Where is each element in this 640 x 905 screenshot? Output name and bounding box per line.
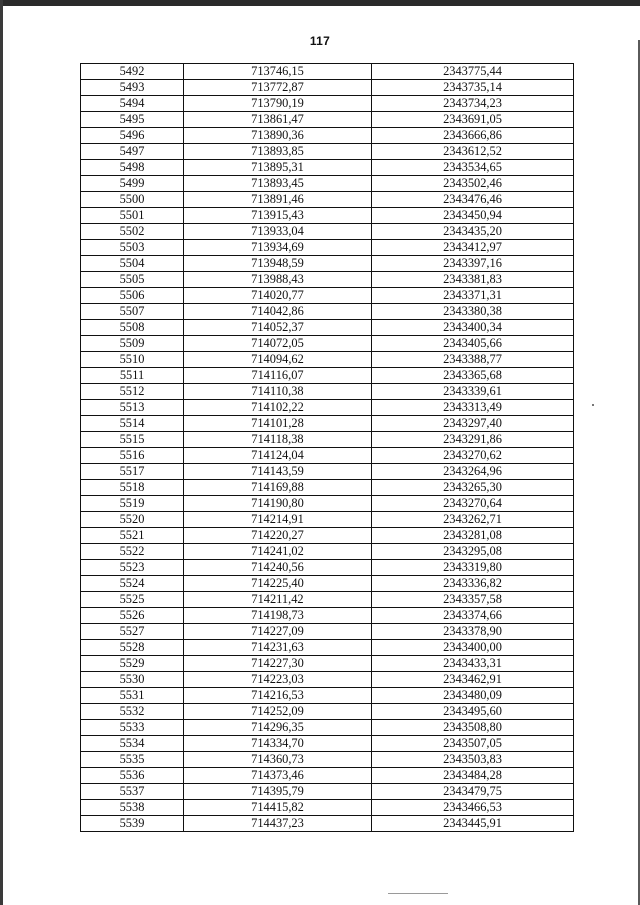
table-row [81,192,574,208]
y-coordinate-cell: 2343297,40 [372,416,574,432]
point-number-cell: 5526 [81,608,184,624]
table-row [81,80,574,96]
y-coordinate-cell: 2343336,82 [372,576,574,592]
x-coordinate-cell: 714143,59 [184,464,372,480]
x-coordinate-cell: 714373,46 [184,768,372,784]
x-coordinate-cell: 714118,38 [184,432,372,448]
point-number-cell: 5533 [81,720,184,736]
table-row [81,640,574,656]
y-coordinate-cell: 2343295,08 [372,544,574,560]
table-row [81,224,574,240]
x-coordinate-cell: 713790,19 [184,96,372,112]
point-number-cell: 5499 [81,176,184,192]
point-number-cell: 5501 [81,208,184,224]
table-row [81,240,574,256]
table-row [81,720,574,736]
y-coordinate-cell: 2343400,34 [372,320,574,336]
point-number-cell: 5502 [81,224,184,240]
x-coordinate-cell: 714240,56 [184,560,372,576]
y-coordinate-cell: 2343371,31 [372,288,574,304]
x-coordinate-cell: 714190,80 [184,496,372,512]
x-coordinate-cell: 714124,04 [184,448,372,464]
point-number-cell: 5524 [81,576,184,592]
point-number-cell: 5496 [81,128,184,144]
table-row [81,544,574,560]
table-row [81,256,574,272]
point-number-cell: 5529 [81,656,184,672]
point-number-cell: 5510 [81,352,184,368]
table-row [81,416,574,432]
table-row [81,144,574,160]
point-number-cell: 5537 [81,784,184,800]
point-number-cell: 5522 [81,544,184,560]
x-coordinate-cell: 714334,70 [184,736,372,752]
x-coordinate-cell: 714360,73 [184,752,372,768]
scan-bottom-mark [388,893,448,894]
point-number-cell: 5519 [81,496,184,512]
point-number-cell: 5503 [81,240,184,256]
point-number-cell: 5516 [81,448,184,464]
table-row [81,288,574,304]
y-coordinate-cell: 2343445,91 [372,816,574,832]
y-coordinate-cell: 2343397,16 [372,256,574,272]
coordinates-table [80,63,574,832]
table-row [81,464,574,480]
x-coordinate-cell: 714020,77 [184,288,372,304]
point-number-cell: 5504 [81,256,184,272]
point-number-cell: 5535 [81,752,184,768]
table-row [81,608,574,624]
y-coordinate-cell: 2343734,23 [372,96,574,112]
point-number-cell: 5511 [81,368,184,384]
x-coordinate-cell: 714214,91 [184,512,372,528]
y-coordinate-cell: 2343270,62 [372,448,574,464]
x-coordinate-cell: 714223,03 [184,672,372,688]
table-row [81,656,574,672]
table-row [81,96,574,112]
table-row [81,768,574,784]
page-number: 117 [309,34,331,48]
y-coordinate-cell: 2343433,31 [372,656,574,672]
x-coordinate-cell: 714220,27 [184,528,372,544]
x-coordinate-cell: 713893,45 [184,176,372,192]
y-coordinate-cell: 2343378,90 [372,624,574,640]
y-coordinate-cell: 2343339,61 [372,384,574,400]
y-coordinate-cell: 2343508,80 [372,720,574,736]
y-coordinate-cell: 2343313,49 [372,400,574,416]
table-row [81,128,574,144]
table-row [81,800,574,816]
table-row [81,448,574,464]
x-coordinate-cell: 714252,09 [184,704,372,720]
y-coordinate-cell: 2343264,96 [372,464,574,480]
x-coordinate-cell: 714211,42 [184,592,372,608]
y-coordinate-cell: 2343281,08 [372,528,574,544]
y-coordinate-cell: 2343502,46 [372,176,574,192]
x-coordinate-cell: 713934,69 [184,240,372,256]
x-coordinate-cell: 713891,46 [184,192,372,208]
point-number-cell: 5534 [81,736,184,752]
point-number-cell: 5520 [81,512,184,528]
y-coordinate-cell: 2343466,53 [372,800,574,816]
x-coordinate-cell: 714198,73 [184,608,372,624]
point-number-cell: 5521 [81,528,184,544]
point-number-cell: 5509 [81,336,184,352]
y-coordinate-cell: 2343381,83 [372,272,574,288]
x-coordinate-cell: 713948,59 [184,256,372,272]
point-number-cell: 5512 [81,384,184,400]
y-coordinate-cell: 2343265,30 [372,480,574,496]
y-coordinate-cell: 2343495,60 [372,704,574,720]
point-number-cell: 5538 [81,800,184,816]
table-row [81,352,574,368]
y-coordinate-cell: 2343374,66 [372,608,574,624]
x-coordinate-cell: 713890,36 [184,128,372,144]
y-coordinate-cell: 2343270,64 [372,496,574,512]
x-coordinate-cell: 714042,86 [184,304,372,320]
y-coordinate-cell: 2343534,65 [372,160,574,176]
x-coordinate-cell: 714116,07 [184,368,372,384]
table-row [81,160,574,176]
point-number-cell: 5527 [81,624,184,640]
table-row [81,736,574,752]
table-row [81,784,574,800]
x-coordinate-cell: 714241,02 [184,544,372,560]
x-coordinate-cell: 714094,62 [184,352,372,368]
point-number-cell: 5513 [81,400,184,416]
y-coordinate-cell: 2343480,09 [372,688,574,704]
table-row [81,304,574,320]
x-coordinate-cell: 714110,38 [184,384,372,400]
x-coordinate-cell: 713746,15 [184,64,372,80]
table-row [81,432,574,448]
table-row [81,64,574,80]
point-number-cell: 5525 [81,592,184,608]
point-number-cell: 5495 [81,112,184,128]
x-coordinate-cell: 714216,53 [184,688,372,704]
point-number-cell: 5530 [81,672,184,688]
y-coordinate-cell: 2343412,97 [372,240,574,256]
point-number-cell: 5528 [81,640,184,656]
x-coordinate-cell: 714225,40 [184,576,372,592]
y-coordinate-cell: 2343319,80 [372,560,574,576]
point-number-cell: 5517 [81,464,184,480]
x-coordinate-cell: 714169,88 [184,480,372,496]
point-number-cell: 5494 [81,96,184,112]
x-coordinate-cell: 714052,37 [184,320,372,336]
y-coordinate-cell: 2343291,86 [372,432,574,448]
table-row [81,336,574,352]
x-coordinate-cell: 714231,63 [184,640,372,656]
table-row [81,272,574,288]
point-number-cell: 5518 [81,480,184,496]
point-number-cell: 5531 [81,688,184,704]
y-coordinate-cell: 2343450,94 [372,208,574,224]
point-number-cell: 5515 [81,432,184,448]
table-row [81,704,574,720]
point-number-cell: 5506 [81,288,184,304]
table-row [81,320,574,336]
table-row [81,624,574,640]
x-coordinate-cell: 714395,79 [184,784,372,800]
point-number-cell: 5508 [81,320,184,336]
point-number-cell: 5523 [81,560,184,576]
y-coordinate-cell: 2343503,83 [372,752,574,768]
x-coordinate-cell: 713893,85 [184,144,372,160]
y-coordinate-cell: 2343691,05 [372,112,574,128]
y-coordinate-cell: 2343380,38 [372,304,574,320]
x-coordinate-cell: 714102,22 [184,400,372,416]
table-row [81,592,574,608]
point-number-cell: 5497 [81,144,184,160]
x-coordinate-cell: 713895,31 [184,160,372,176]
table-row [81,480,574,496]
x-coordinate-cell: 713933,04 [184,224,372,240]
y-coordinate-cell: 2343365,68 [372,368,574,384]
x-coordinate-cell: 714101,28 [184,416,372,432]
point-number-cell: 5498 [81,160,184,176]
y-coordinate-cell: 2343357,58 [372,592,574,608]
x-coordinate-cell: 714296,35 [184,720,372,736]
table-row [81,384,574,400]
table-row [81,672,574,688]
coordinates-table-body [81,64,574,832]
scan-speck [592,404,594,406]
table-row [81,560,574,576]
table-row [81,368,574,384]
x-coordinate-cell: 714415,82 [184,800,372,816]
x-coordinate-cell: 714227,30 [184,656,372,672]
point-number-cell: 5514 [81,416,184,432]
point-number-cell: 5505 [81,272,184,288]
table-row [81,816,574,832]
scan-top-border [0,0,640,6]
x-coordinate-cell: 714072,05 [184,336,372,352]
y-coordinate-cell: 2343405,66 [372,336,574,352]
y-coordinate-cell: 2343507,05 [372,736,574,752]
y-coordinate-cell: 2343388,77 [372,352,574,368]
table-row [81,176,574,192]
point-number-cell: 5539 [81,816,184,832]
x-coordinate-cell: 714227,09 [184,624,372,640]
table-row [81,752,574,768]
table-row [81,112,574,128]
y-coordinate-cell: 2343666,86 [372,128,574,144]
point-number-cell: 5493 [81,80,184,96]
y-coordinate-cell: 2343400,00 [372,640,574,656]
y-coordinate-cell: 2343462,91 [372,672,574,688]
table-row [81,576,574,592]
point-number-cell: 5536 [81,768,184,784]
x-coordinate-cell: 713988,43 [184,272,372,288]
x-coordinate-cell: 713915,43 [184,208,372,224]
y-coordinate-cell: 2343775,44 [372,64,574,80]
table-row [81,208,574,224]
point-number-cell: 5492 [81,64,184,80]
scan-left-edge [0,0,3,905]
table-row [81,528,574,544]
point-number-cell: 5532 [81,704,184,720]
x-coordinate-cell: 713772,87 [184,80,372,96]
table-row [81,688,574,704]
table-row [81,400,574,416]
y-coordinate-cell: 2343735,14 [372,80,574,96]
y-coordinate-cell: 2343479,75 [372,784,574,800]
table-row [81,512,574,528]
point-number-cell: 5507 [81,304,184,320]
y-coordinate-cell: 2343262,71 [372,512,574,528]
point-number-cell: 5500 [81,192,184,208]
x-coordinate-cell: 714437,23 [184,816,372,832]
y-coordinate-cell: 2343476,46 [372,192,574,208]
y-coordinate-cell: 2343484,28 [372,768,574,784]
y-coordinate-cell: 2343612,52 [372,144,574,160]
table-row [81,496,574,512]
x-coordinate-cell: 713861,47 [184,112,372,128]
y-coordinate-cell: 2343435,20 [372,224,574,240]
